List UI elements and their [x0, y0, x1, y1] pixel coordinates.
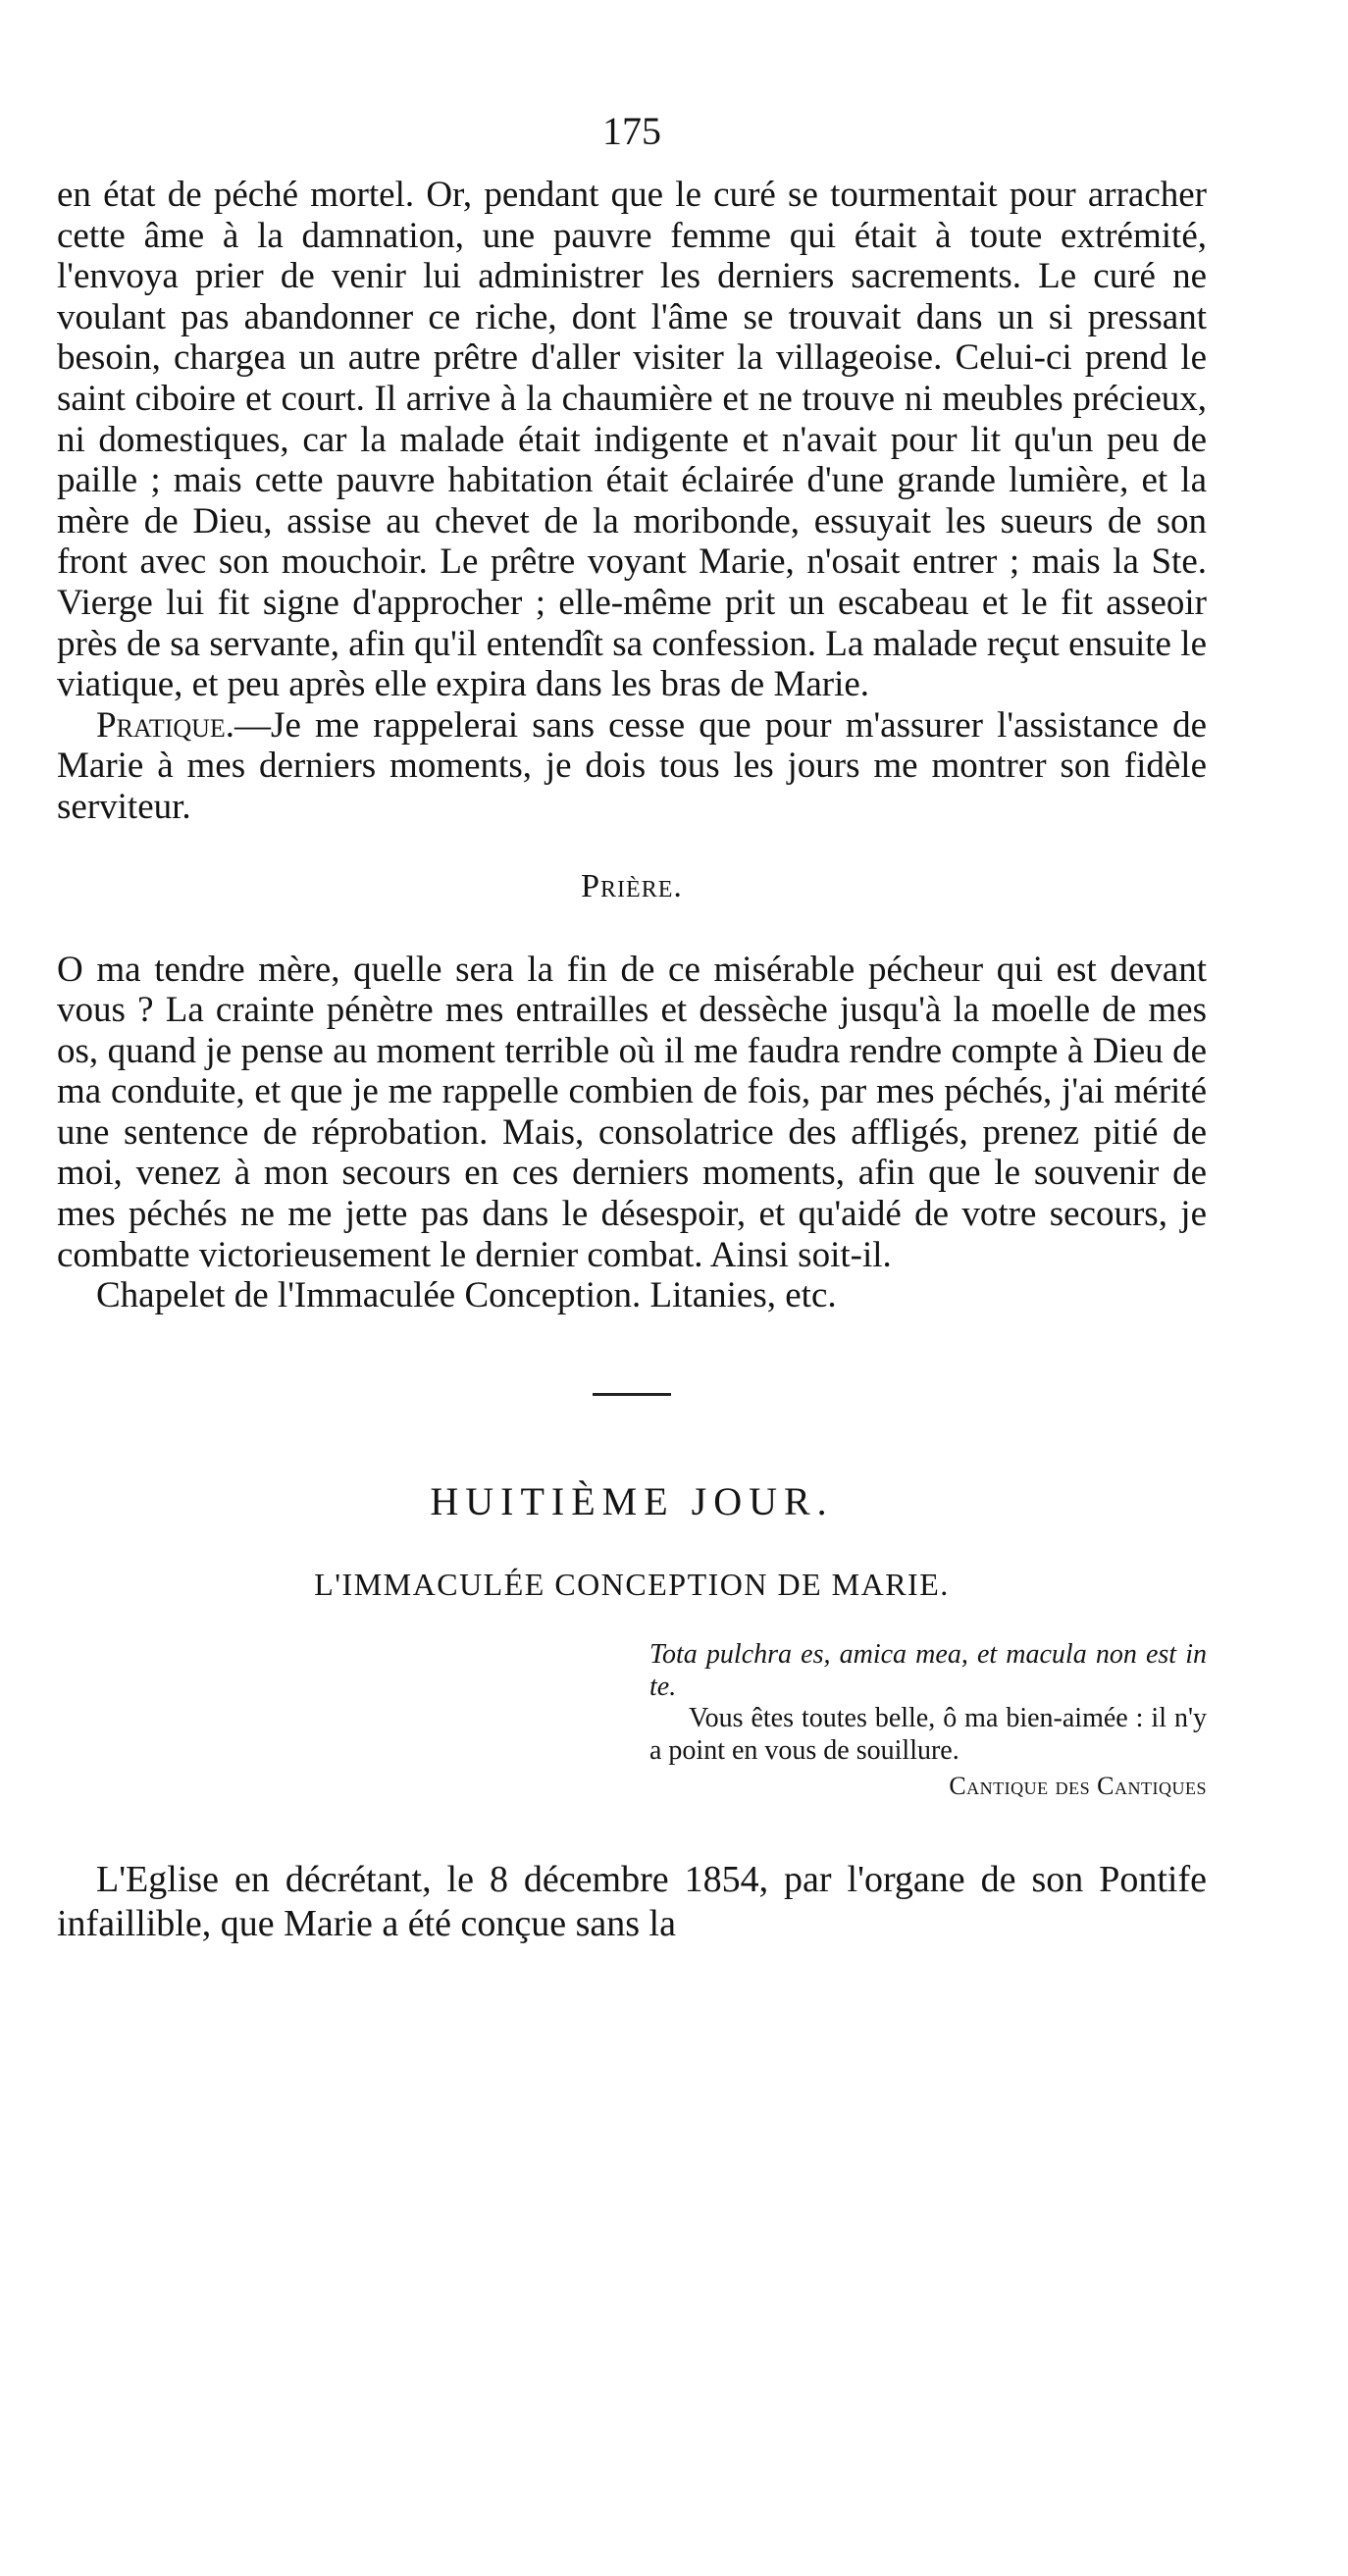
priere-heading: Prière. — [581, 867, 683, 904]
epigraph-french: Vous êtes toutes belle, ô ma bien-aimée : il n'y a point en vous de souillure. — [649, 1703, 1207, 1766]
page-number: 175 — [602, 109, 661, 153]
priere-paragraph: O ma tendre mère, quelle sera la fin de ce misérable pécheur qui est devant vous ? La crainte pénètre mes entrailles et dessèche jusqu'à la moelle de mes os, quand je pense au moment terrible où il me faudra rendre compte à Dieu de ma conduite, et que je me rappelle combien de fois, par mes péchés, j'ai mérité une sentence de réprobation. Mais, consolatrice des affligés, prenez pitié de moi, venez à mon secours en ces derniers moments, afin que le souvenir de mes péchés ne me jette pas dans le désespoir, et qu'aidé de votre secours, je combatte victorieusement le dernier combat. Ainsi soit-il. — [57, 949, 1207, 1275]
chapter-title: L'IMMACULÉE CONCEPTION DE MARIE. — [314, 1567, 950, 1603]
epigraph-source: Cantique des Cantiques — [949, 1772, 1207, 1801]
day-title: HUITIÈME JOUR. — [430, 1479, 834, 1524]
epigraph-latin: Tota pulchra es, amica mea, et macula non est in te. — [649, 1639, 1207, 1702]
book-page — [57, 108, 1207, 1946]
pratique-label: Pratique. — [96, 704, 235, 746]
section-divider — [593, 1393, 671, 1396]
closing-line: Chapelet de l'Immaculée Conception. Litanies, etc. — [96, 1275, 837, 1316]
opening-paragraph: L'Eglise en décrétant, le 8 décembre 1854, par l'organe de son Pontife infaillible, que Marie a été conçue sans la — [57, 1858, 1207, 1944]
story-paragraph: en état de péché mortel. Or, pendant que le curé se tourmentait pour arracher cette âme à la damnation, une pauvre femme qui était à toute extrémité, l'envoya prier de venir lui administrer les derniers sacrements. Le curé ne voulant pas abandonner ce riche, dont l'âme se trouvait dans un si pressant besoin, chargea un autre prêtre d'aller visiter la villageoise. Celui-ci prend le saint ciboire et court. Il arrive à la chaumière et ne trouve ni meubles précieux, ni domestiques, car la malade était indigente et n'avait pour lit qu'un peu de paille ; mais cette pauvre habitation était éclairée d'une grande lumière, et la mère de Dieu, assise au chevet de la moribonde, essuyait les sueurs de son front avec son mouchoir. Le prêtre voyant Marie, n'osait entrer ; mais la Ste. Vierge lui fit signe d'approcher ; elle-même prit un escabeau et le fit asseoir près de sa servante, afin qu'il entendît sa confession. La malade reçut ensuite le viatique, et peu après elle expira dans les bras de Marie. — [57, 175, 1207, 705]
epigraph — [649, 1639, 1207, 1803]
pratique-paragraph — [57, 705, 1207, 828]
pratique-text: —Je me rappelerai sans cesse que pour m'assurer l'assistance de Marie à mes derniers moments, je dois tous les jours me montrer son fidèle serviteur. — [57, 704, 1207, 827]
